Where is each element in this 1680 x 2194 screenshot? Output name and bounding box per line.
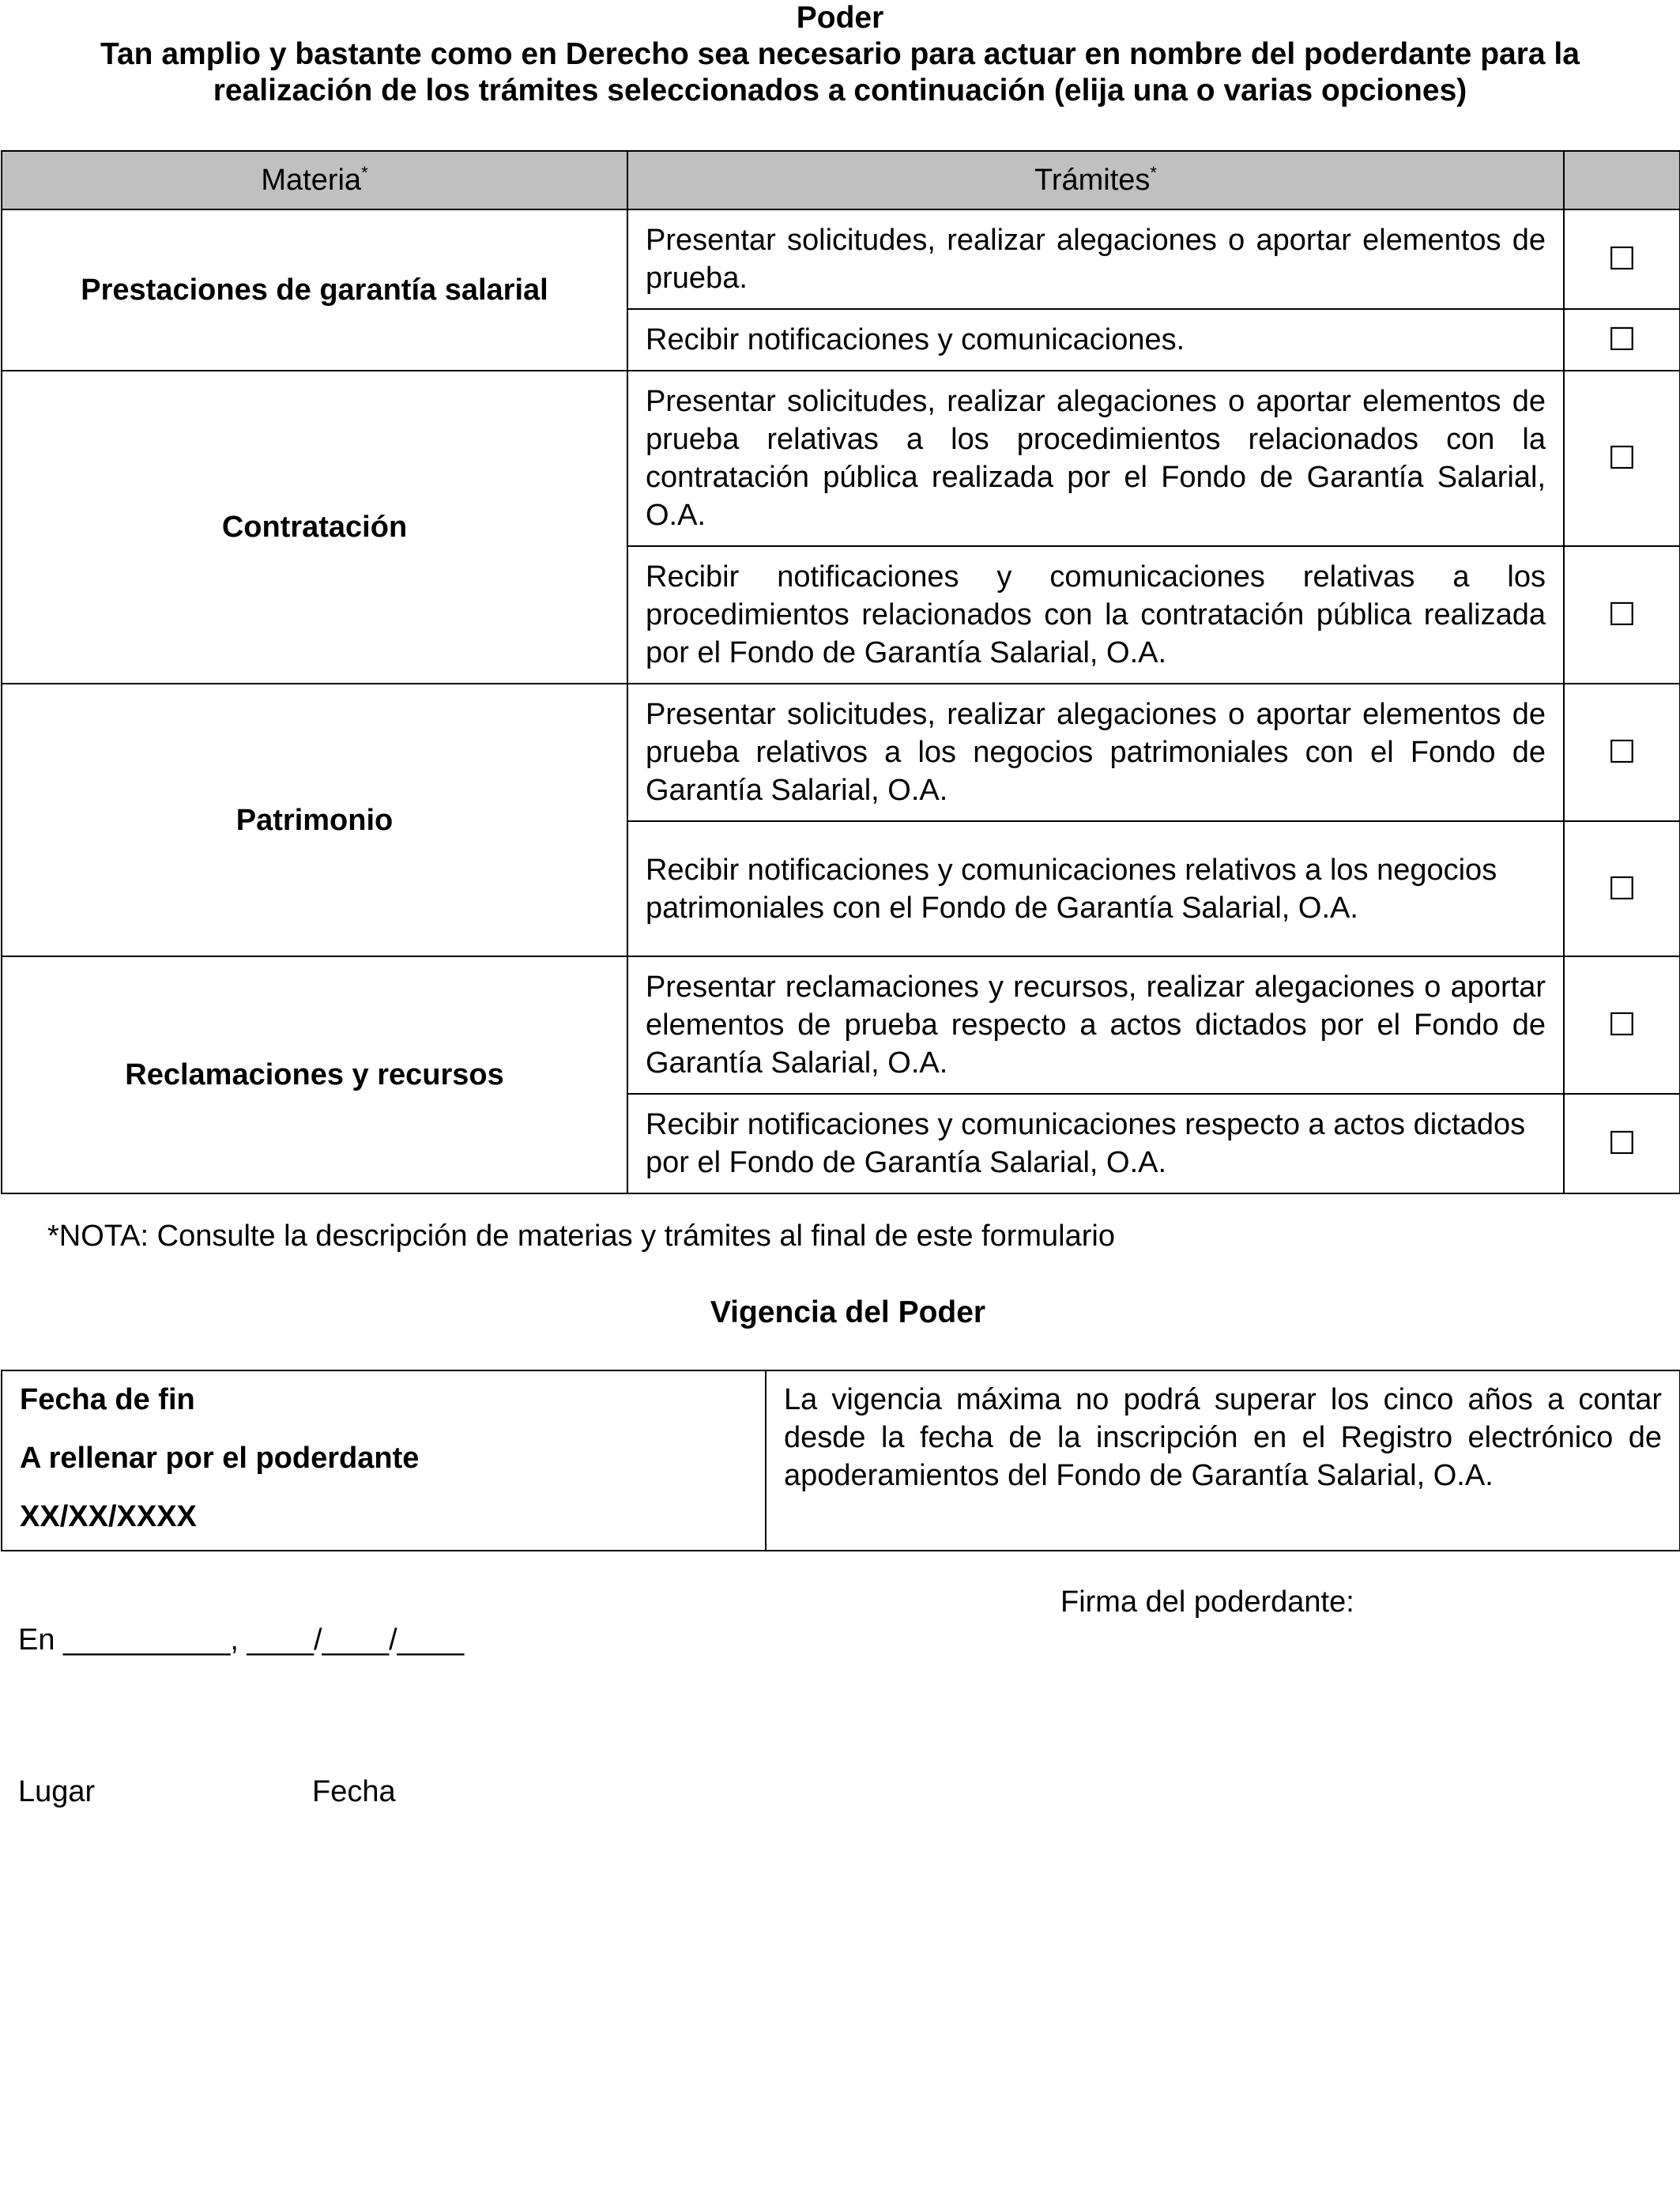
document-title: Poder (796, 1, 884, 35)
validity-description: La vigencia máxima no podrá superar los cinco años a contar desde la fecha de la inscripción en el Registro electrónico de apoderamientos del Fondo de Garantía Salarial, O.A. (766, 1370, 1680, 1551)
end-date-label: Fecha de fin (20, 1383, 195, 1416)
end-date-field[interactable]: XX/XX/XXXX (20, 1500, 197, 1533)
powers-table (1, 150, 1680, 1194)
checkbox[interactable]: ☐ (1564, 309, 1680, 371)
place-date-line[interactable]: En __________, ____/____/____ (18, 1623, 465, 1657)
checkbox[interactable]: ☐ (1564, 956, 1680, 1094)
subject-cell-prestaciones: Prestaciones de garantía salarial (2, 209, 627, 371)
checkbox[interactable]: ☐ (1564, 1094, 1680, 1193)
subject-cell-contratacion: Contratación (2, 371, 627, 684)
column-header-procedures: Trámites* (627, 151, 1564, 209)
end-date-cell (2, 1370, 766, 1551)
table-row (2, 956, 1680, 1094)
date-label: Fecha (312, 1775, 396, 1808)
procedure-cell: Presentar solicitudes, realizar alegaciones o aportar elementos de prueba relativas a los procedimientos relacionados con la contratación pública realizada por el Fondo de Garantía Salarial, O.A. (627, 371, 1564, 546)
procedure-cell: Recibir notificaciones y comunicaciones respecto a actos dictados por el Fondo de Garantía Salarial, O.A. (627, 1094, 1564, 1193)
subject-cell-patrimonio: Patrimonio (2, 684, 627, 956)
validity-title: Vigencia del Poder (710, 1295, 986, 1329)
procedure-cell: Recibir notificaciones y comunicaciones. (627, 309, 1564, 371)
subject-cell-reclamaciones: Reclamaciones y recursos (2, 956, 627, 1193)
validity-table (1, 1370, 1680, 1551)
column-header-checkbox (1564, 151, 1680, 209)
table-row (2, 684, 1680, 821)
table-row (2, 371, 1680, 546)
procedure-cell: Presentar reclamaciones y recursos, realizar alegaciones o aportar elementos de prueba respecto a actos dictados por el Fondo de Garantía Salarial, O.A. (627, 956, 1564, 1094)
powers-table-header-row (2, 151, 1680, 209)
procedure-cell: Presentar solicitudes, realizar alegaciones o aportar elementos de prueba. (627, 209, 1564, 309)
procedure-cell: Recibir notificaciones y comunicaciones relativos a los negocios patrimoniales con el Fondo de Garantía Salarial, O.A. (627, 821, 1564, 956)
table-row (2, 1370, 1680, 1551)
column-header-subject: Materia* (2, 151, 627, 209)
fill-by-label: A rellenar por el poderdante (20, 1442, 420, 1475)
table-row (2, 209, 1680, 309)
document-header (0, 0, 1680, 109)
place-label: Lugar (18, 1775, 96, 1808)
checkbox[interactable]: ☐ (1564, 684, 1680, 821)
checkbox[interactable]: ☐ (1564, 371, 1680, 546)
signature-label: Firma del poderdante: (1060, 1585, 1354, 1619)
procedure-cell: Recibir notificaciones y comunicaciones relativas a los procedimientos relacionados con la contratación pública realizada por el Fondo de Garantía Salarial, O.A. (627, 546, 1564, 684)
note-text: *NOTA: Consulte la descripción de materias y trámites al final de este formulario (47, 1220, 1115, 1253)
procedure-cell: Presentar solicitudes, realizar alegaciones o aportar elementos de prueba relativos a los negocios patrimoniales con el Fondo de Garantía Salarial, O.A. (627, 684, 1564, 821)
document-subtitle: Tan amplio y bastante como en Derecho sea necesario para actuar en nombre del poderdante para la realización de los trámites seleccionados a continuación (elija una o varias opciones) (100, 37, 1580, 107)
checkbox[interactable]: ☐ (1564, 546, 1680, 684)
checkbox[interactable]: ☐ (1564, 821, 1680, 956)
checkbox[interactable]: ☐ (1564, 209, 1680, 309)
